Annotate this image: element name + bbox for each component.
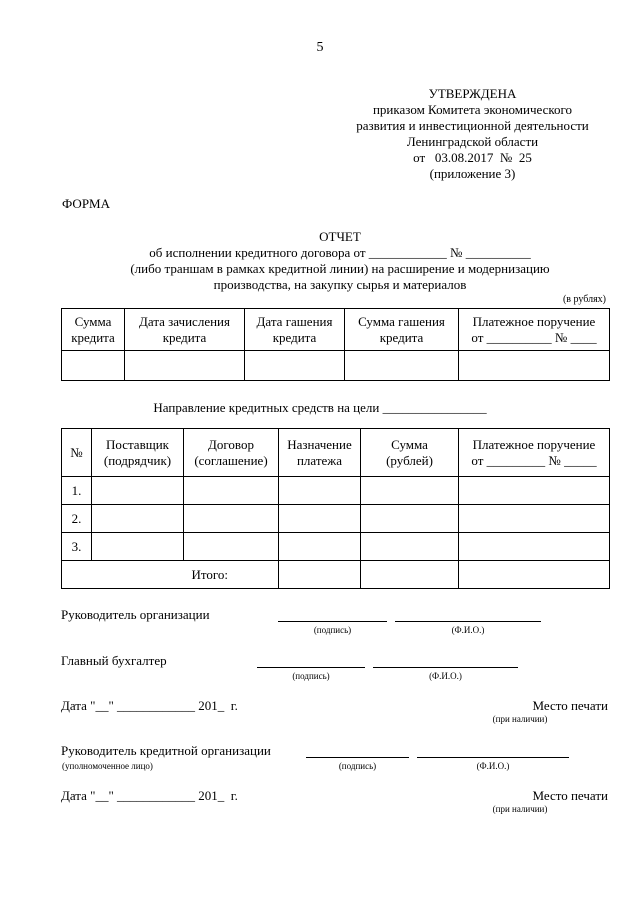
signature-caption: (подпись) [313, 625, 352, 635]
head-org-label: Руководитель организации [61, 607, 210, 622]
unit-note: (в рублях) [562, 294, 606, 305]
header-cell: Платежное поручение от __________ № ____ [459, 309, 610, 351]
table-row [62, 505, 610, 533]
signature-line[interactable] [278, 621, 387, 622]
table-cell[interactable] [184, 533, 279, 561]
table-cell[interactable] [361, 533, 459, 561]
table-cell[interactable] [459, 533, 610, 561]
stamp-note: (при наличии) [492, 714, 548, 724]
table-cell[interactable] [279, 561, 361, 589]
report-line: производства, на закупку сырья и материалов [213, 277, 467, 292]
table-cell[interactable] [92, 477, 184, 505]
credit-table [61, 308, 610, 381]
table-cell[interactable] [459, 505, 610, 533]
approval-stamp [330, 86, 615, 182]
approval-line: Ленинградской области [406, 134, 539, 149]
header-cell: Назначение платежа [279, 429, 361, 477]
table-cell[interactable] [279, 505, 361, 533]
header-cell: Платежное поручение от _________ № _____ [459, 429, 610, 477]
header-cell: Дата гашения кредита [245, 309, 345, 351]
row-number: 1. [62, 477, 92, 505]
table-cell[interactable] [459, 477, 610, 505]
fio-caption: (Ф.И.О.) [451, 625, 485, 635]
approval-date: от 03.08.2017 № 25 [413, 150, 532, 165]
header-cell: Сумма (рублей) [361, 429, 459, 477]
report-line: об исполнении кредитного договора от ____________ № __________ [149, 245, 531, 260]
date-line: Дата "__" ____________ 201_ г. [61, 788, 238, 803]
table-cell[interactable] [245, 351, 345, 381]
row-number: 3. [62, 533, 92, 561]
header-cell: Сумма гашения кредита [345, 309, 459, 351]
fio-line[interactable] [395, 621, 541, 622]
approval-line: приказом Комитета экономического [372, 102, 573, 117]
table-cell[interactable] [361, 505, 459, 533]
table-cell[interactable] [459, 561, 610, 589]
table-cell[interactable] [279, 477, 361, 505]
fio-line[interactable] [417, 757, 569, 758]
table-cell[interactable] [92, 533, 184, 561]
authorized-caption: (уполномоченное лицо) [62, 761, 153, 771]
table-cell[interactable] [361, 477, 459, 505]
direction-text: Направление кредитных средств на цели ________________ [153, 400, 487, 415]
row-number: 2. [62, 505, 92, 533]
stamp-note: (при наличии) [492, 804, 548, 814]
table-cell[interactable] [92, 505, 184, 533]
table-row [62, 533, 610, 561]
fio-caption: (Ф.И.О.) [476, 761, 510, 771]
page-number: 5 [316, 40, 324, 55]
table-cell[interactable] [279, 533, 361, 561]
signature-line[interactable] [306, 757, 409, 758]
report-line: (либо траншам в рамках кредитной линии) на расширение и модернизацию [130, 261, 550, 276]
payments-table [61, 428, 610, 589]
report-title: ОТЧЕТ [319, 229, 361, 244]
header-cell: Сумма кредита [62, 309, 125, 351]
form-label: ФОРМА [62, 196, 110, 211]
date-line: Дата "__" ____________ 201_ г. [61, 698, 238, 713]
header-cell: Дата зачисления кредита [125, 309, 245, 351]
signature-caption: (подпись) [292, 671, 330, 681]
table-cell[interactable] [184, 477, 279, 505]
header-cell: № [62, 429, 92, 477]
total-row [62, 561, 610, 589]
table-cell[interactable] [184, 505, 279, 533]
header-cell: Договор (соглашение) [184, 429, 279, 477]
table-cell[interactable] [345, 351, 459, 381]
approval-appendix: (приложение 3) [429, 166, 516, 181]
table-cell[interactable] [125, 351, 245, 381]
header-cell: Поставщик (подрядчик) [92, 429, 184, 477]
table-cell[interactable] [459, 351, 610, 381]
approval-title: УТВЕРЖДЕНА [428, 86, 517, 101]
table-cell[interactable] [62, 351, 125, 381]
total-label: Итого: [62, 561, 279, 589]
approval-line: развития и инвестиционной деятельности [356, 118, 589, 133]
stamp-place: Место печати [532, 788, 608, 803]
report-heading [60, 229, 620, 293]
credit-org-head-label: Руководитель кредитной организации [61, 743, 271, 758]
signature-line[interactable] [257, 667, 365, 668]
fio-line[interactable] [373, 667, 518, 668]
chief-accountant-label: Главный бухгалтер [61, 653, 167, 668]
signature-caption: (подпись) [338, 761, 377, 771]
stamp-place: Место печати [532, 698, 608, 713]
fio-caption: (Ф.И.О.) [429, 671, 462, 681]
table-cell[interactable] [361, 561, 459, 589]
table-row [62, 477, 610, 505]
